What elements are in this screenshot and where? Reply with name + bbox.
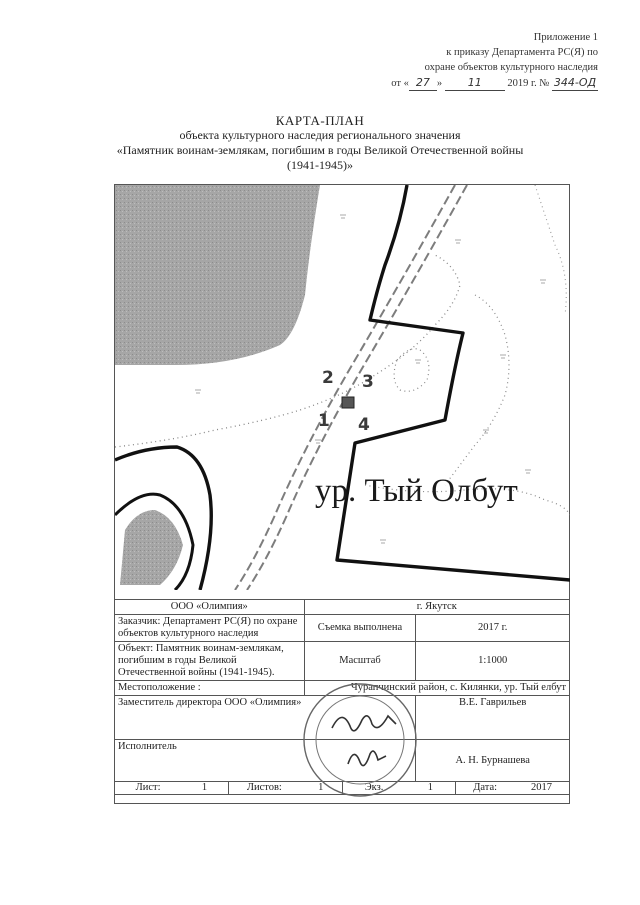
deputy-name: В.Е. Гаврильев <box>416 696 570 740</box>
stamp-row-deputy <box>115 696 570 740</box>
stamp-row-org <box>115 600 570 615</box>
sheet-value: 1 <box>201 782 208 793</box>
place-name-label: ур. Тый Олбут <box>315 473 518 509</box>
department-line: охране объектов культурного наследия <box>424 62 598 73</box>
customer-info: Заказчик: Департамент РС(Я) по охране объектов культурного наследия <box>115 615 305 642</box>
executor-label: Исполнитель <box>115 740 416 782</box>
map-plan-heading: КАРТА-ПЛАН <box>275 113 365 128</box>
stamp-row-sheets <box>115 782 570 795</box>
order-reference <box>358 30 598 91</box>
point-label-3: 3 <box>362 372 374 392</box>
dotted-contour-inner <box>394 349 429 392</box>
order-number: 344-ОД <box>553 76 597 89</box>
deputy-label: Заместитель директора ООО «Олимпия» <box>115 696 416 740</box>
organization-name: ООО «Олимпия» <box>115 600 305 615</box>
object-info: Объект: Памятник воинам-землякам, погибшим в годы Великой Отечественной войны (1941-1945). <box>115 642 305 681</box>
order-date-number: от « 27 » 11 2019 г. № 344-ОД <box>391 76 597 89</box>
scale-value: 1:1000 <box>416 642 570 681</box>
title-block <box>114 599 570 795</box>
map-area <box>115 185 570 590</box>
point-label-1: 1 <box>318 411 330 431</box>
document-title <box>0 113 640 173</box>
dotted-contour-upper <box>535 185 566 315</box>
title-line-3: (1941-1945)» <box>287 158 353 172</box>
dotted-contour-right <box>445 295 509 485</box>
title-line-2: «Памятник воинам-землякам, погибшим в годы Великой Отечественной войны <box>116 143 524 157</box>
appendix-label: Приложение 1 <box>533 32 598 43</box>
location-value: Чурапчинский район, с. Килянки, ур. Тый елбут <box>304 681 569 696</box>
city-name: г. Якутск <box>304 600 569 615</box>
location-label: Местоположение : <box>115 681 305 696</box>
order-line: к приказу Департамента РС(Я) по <box>446 47 598 58</box>
copy-label: Экз. <box>364 782 384 793</box>
forest-area-top-left <box>115 185 320 365</box>
stamp-row-location <box>115 681 570 696</box>
order-day: 27 <box>409 75 437 91</box>
sheet-label: Лист: <box>135 782 161 793</box>
point-label-2: 2 <box>322 368 334 388</box>
title-line-1: объекта культурного наследия регионального значения <box>179 128 461 142</box>
date-value: 2017 <box>531 782 553 793</box>
sheet-info <box>115 782 569 794</box>
order-month: 11 <box>445 75 505 91</box>
survey-label: Съемка выполнена <box>304 615 416 642</box>
stamp-row-object <box>115 642 570 681</box>
stamp-row-executor <box>115 740 570 782</box>
sheets-label: Листов: <box>246 782 282 793</box>
survey-year: 2017 г. <box>416 615 570 642</box>
copy-value: 1 <box>427 782 434 793</box>
executor-name: А. Н. Бурнашева <box>416 740 570 782</box>
stamp-row-customer <box>115 615 570 642</box>
map-svg <box>115 185 570 590</box>
monument-marker <box>342 397 354 408</box>
scale-label: Масштаб <box>304 642 416 681</box>
date-label: Дата: <box>473 782 498 793</box>
point-label-4: 4 <box>358 415 370 435</box>
sheets-value: 1 <box>318 782 324 793</box>
forest-area-bottom-left <box>120 510 183 585</box>
